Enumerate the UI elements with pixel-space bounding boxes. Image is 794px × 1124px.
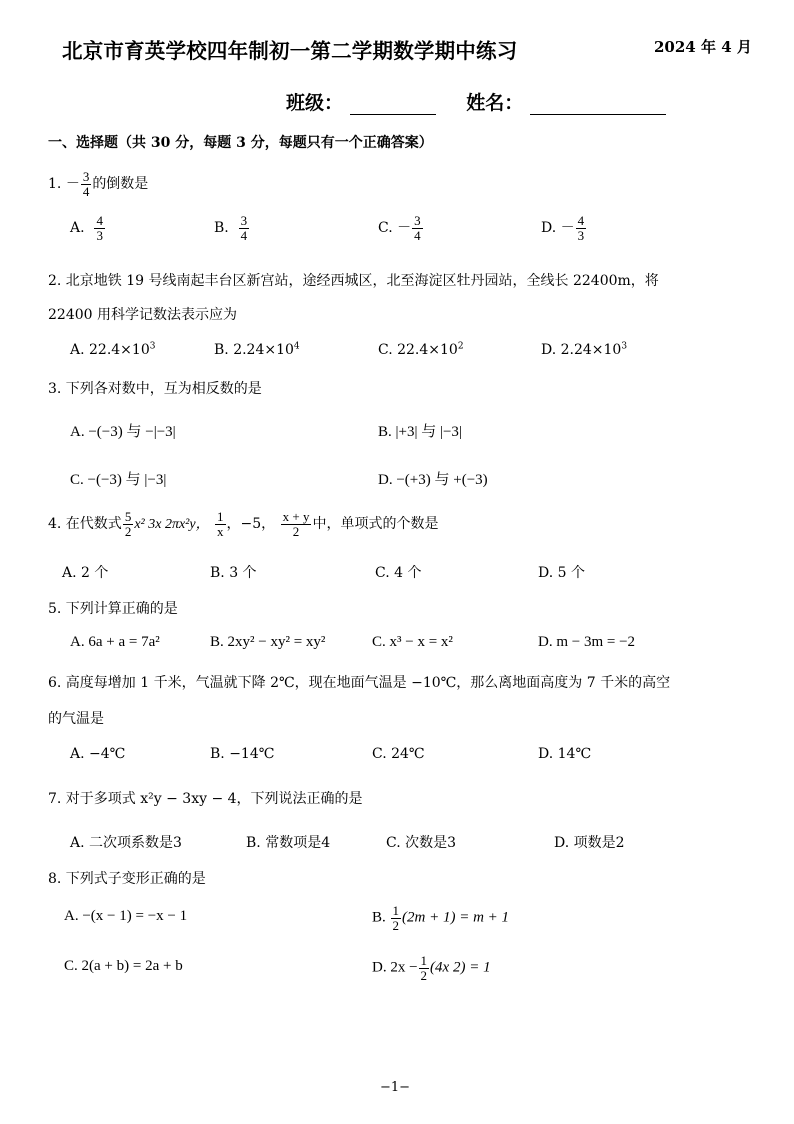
q5-option-b[interactable]: B. 2xy² − xy² = xy² bbox=[210, 634, 326, 650]
question-5: 5. 下列计算正确的是 bbox=[48, 601, 178, 617]
question-6-line-1: 6. 高度每增加 1 千米，气温就下降 2℃，现在地面气温是 −10℃，那么离地面高度为 7 千米的高空 bbox=[48, 675, 671, 691]
q6-option-c[interactable]: C. 24℃ bbox=[372, 746, 425, 762]
q1-option-c[interactable]: C. － $\frac{3}{4}$ bbox=[378, 213, 421, 243]
class-blank[interactable] bbox=[350, 98, 436, 115]
q8-option-b[interactable]: B. $\frac{1}{2}$ (2m + 1) = m + 1 bbox=[372, 903, 510, 933]
section-heading: 一、选择题（共 30 分，每题 3 分，每题只有一个正确答案） bbox=[48, 135, 433, 151]
exam-date: 2024 年 4 月 bbox=[654, 38, 752, 56]
q6-option-b[interactable]: B. −14℃ bbox=[210, 746, 275, 762]
q2-option-b[interactable]: B. $2.24\times 10^4$ bbox=[214, 341, 300, 358]
q3-option-b[interactable]: B. |+3| 与 |−3| bbox=[378, 424, 462, 440]
q4-option-b[interactable]: B. 3 个 bbox=[210, 565, 257, 581]
q4-option-a[interactable]: A. 2 个 bbox=[62, 565, 109, 581]
q4-option-d[interactable]: D. 5 个 bbox=[538, 565, 585, 581]
q6-option-d[interactable]: D. 14℃ bbox=[538, 746, 592, 762]
q1-option-a[interactable]: A. $\frac{4}{3}$ bbox=[70, 213, 103, 243]
q7-option-a[interactable]: A. 二次项系数是3 bbox=[70, 835, 182, 851]
q7-option-d[interactable]: D. 项数是2 bbox=[554, 835, 625, 851]
q1-option-d[interactable]: D. － $\frac{4}{3}$ bbox=[541, 213, 585, 243]
question-1 bbox=[48, 170, 148, 198]
class-label: 班级： bbox=[286, 92, 344, 114]
q8-option-a[interactable]: A. −(x − 1) = −x − 1 bbox=[64, 908, 188, 924]
student-info-line bbox=[286, 88, 666, 115]
q1-fraction: $\frac{3}{4}$ bbox=[82, 169, 90, 199]
q4-option-c[interactable]: C. 4 个 bbox=[375, 565, 422, 581]
question-6-line-2: 的气温是 bbox=[48, 711, 104, 727]
q7-option-c[interactable]: C. 次数是3 bbox=[386, 835, 457, 851]
q5-option-c[interactable]: C. x³ − x = x² bbox=[372, 634, 453, 650]
q3-option-c[interactable]: C. −(−3) 与 |−3| bbox=[70, 472, 167, 488]
question-8: 8. 下列式子变形正确的是 bbox=[48, 871, 206, 887]
q3-option-a[interactable]: A. −(−3) 与 −|−3| bbox=[70, 424, 176, 440]
question-4: 4. 在代数式 $\frac{5}{2}$ x² 3x 2πx²y， $\frac{1}{x}$ ，−5， $\frac{x + y}{2}$ 中，单项式的个数是 bbox=[48, 509, 439, 539]
q1-option-b[interactable]: B. $\frac{3}{4}$ bbox=[214, 213, 248, 243]
q1-text: 的倒数是 bbox=[92, 176, 149, 193]
name-label: 姓名： bbox=[466, 92, 524, 114]
q5-option-a[interactable]: A. 6a + a = 7a² bbox=[70, 634, 160, 650]
name-blank[interactable] bbox=[530, 98, 666, 115]
q6-option-a[interactable]: A. −4℃ bbox=[70, 746, 126, 762]
question-2-line-1: 2. 北京地铁 19 号线南起丰台区新宫站，途经西城区，北至海淀区牡丹园站，全线长 22400m，将 bbox=[48, 273, 659, 289]
exam-title: 北京市育英学校四年制初一第二学期数学期中练习 bbox=[62, 39, 518, 63]
question-7: 7. 对于多项式 x²y − 3xy − 4，下列说法正确的是 bbox=[48, 791, 363, 807]
q3-option-d[interactable]: D. −(+3) 与 +(−3) bbox=[378, 472, 488, 488]
q1-number: 1. bbox=[48, 176, 62, 193]
q2-option-c[interactable]: C. $22.4\times 10^2$ bbox=[378, 341, 464, 358]
question-2-line-2: 22400 用科学记数法表示应为 bbox=[48, 307, 237, 323]
q2-option-d[interactable]: D. $2.24\times 10^3$ bbox=[541, 341, 628, 358]
question-3: 3. 下列各对数中，互为相反数的是 bbox=[48, 381, 262, 397]
q5-option-d[interactable]: D. m − 3m = −2 bbox=[538, 634, 636, 650]
page-number: −1− bbox=[380, 1080, 411, 1095]
q8-option-c[interactable]: C. 2(a + b) = 2a + b bbox=[64, 958, 183, 974]
q7-option-b[interactable]: B. 常数项是4 bbox=[246, 835, 331, 851]
q1-sign: － bbox=[65, 176, 80, 193]
q2-option-a[interactable]: A. $22.4\times 10^3$ bbox=[70, 341, 156, 358]
q8-option-d[interactable]: D. 2x − $\frac{1}{2}$ (4x 2) = 1 bbox=[372, 953, 491, 983]
